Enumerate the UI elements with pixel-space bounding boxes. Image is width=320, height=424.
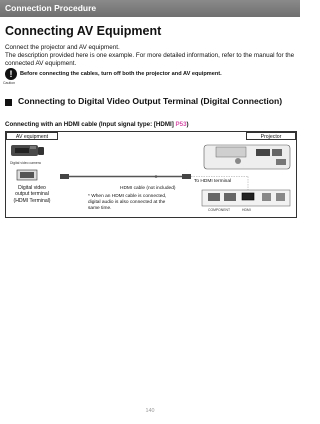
sub-heading-tail: ) — [186, 121, 189, 128]
port-label-component: COMPONENT — [208, 208, 231, 212]
sub-heading-text: Connecting with an HDMI cable (Input signal type: [HDMI] — [5, 121, 176, 128]
device-terminal-label: Digital video output terminal (HDMI Terminal) — [13, 185, 51, 204]
page-link[interactable]: P53 — [175, 121, 187, 128]
camera-label: Digital video camera — [10, 161, 41, 165]
header-bar — [0, 0, 300, 17]
camera-icon — [11, 145, 44, 156]
page-number: 140 — [145, 408, 155, 414]
caution-text: Before connecting the cables, turn off both the projector and AV equipment. — [20, 71, 222, 77]
intro-paragraph: Connect the projector and AV equipment. The description provided here is one example. For more detailed information, refer to the manual for the connected AV equipment. — [5, 44, 295, 67]
port-label-hdmi: HDMI — [242, 208, 251, 212]
exclamation-icon: ! — [5, 68, 17, 80]
projector-icon — [204, 145, 290, 169]
projector-label: Projector — [246, 132, 296, 140]
section-bullet-icon — [5, 99, 12, 106]
header-title: Connection Procedure — [5, 3, 97, 13]
hdmi-audio-note: * When an HDMI cable is connected, digital audio is also connected at the same time. — [88, 194, 167, 211]
caution-label: Caution — [3, 81, 16, 85]
sub-heading — [5, 121, 189, 128]
section-title: Connecting to Digital Video Output Terminal (Digital Connection) — [18, 96, 283, 106]
av-equipment-label: AV equipment — [6, 132, 58, 140]
intro-text — [5, 44, 295, 68]
cable-label: HDMI cable (not included) — [120, 186, 176, 191]
page-title: Connecting AV Equipment — [5, 24, 162, 38]
projector-terminal-panel — [202, 190, 290, 206]
connection-diagram — [5, 131, 297, 218]
hdmi-output-port-icon — [17, 170, 37, 180]
hdmi-terminal-label: To HDMI terminal — [194, 179, 232, 184]
